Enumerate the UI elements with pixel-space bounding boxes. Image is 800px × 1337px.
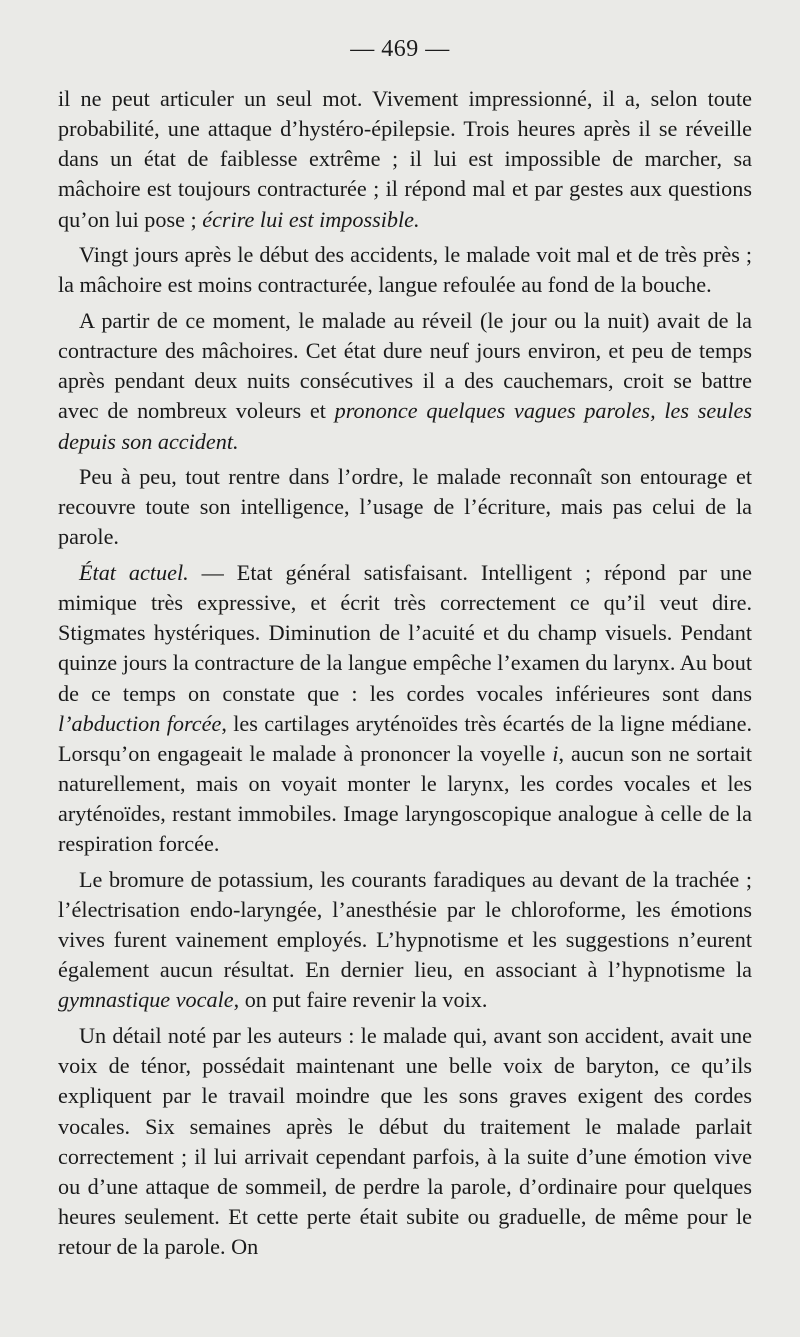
italic-text: écrire lui est impossible. [202, 206, 420, 232]
paragraph [58, 865, 752, 1016]
text-run: , les cartilages aryténoïdes très écartés de la ligne médiane. Lorsqu’on engageait le malade à prononcer la voyelle [58, 710, 752, 766]
text-run: il ne peut articuler un seul mot. Vivement impressionné, il a, selon toute probabilité, une attaque d’hystéro-épilepsie. Trois heures après il se réveille dans un état de faiblesse extrême ; il lui est impossible de marcher, sa mâchoire est toujours contracturée ; il répond mal et par gestes aux questions qu’on lui pose ; [58, 86, 752, 232]
paragraph [58, 462, 752, 552]
paragraph [58, 306, 752, 457]
text-run: Peu à peu, tout rentre dans l’ordre, le malade reconnaît son entourage et recouvre toute son intelligence, l’usage de l’écriture, mais pas celui de la parole. [58, 464, 752, 550]
text-run: A partir de ce moment, le malade au réveil (le jour ou la nuit) avait de la contracture des mâchoires. Cet état dure neuf jours environ, et peu de temps après pendant deux nuits consécutives il a des cauchemars, croit se battre avec de nombreux voleurs et [58, 307, 752, 424]
text-run: Le bromure de potassium, les courants faradiques au devant de la trachée ; l’électrisation endo-laryngée, l’anesthésie par le chloroforme, les émotions vives furent vainement employés. L’hypnotisme et les suggestions n’eurent également aucun résultat. En dernier lieu, en associant à l’hypnotisme la [58, 866, 752, 983]
text-run: Un détail noté par les auteurs : le malade qui, avant son accident, avait une voix de ténor, possédait maintenant une belle voix de baryton, ce qu’ils expliquent par le travail moindre que les sons graves exigent des cordes vocales. Six semaines après le début du traitement le malade parlait correctement ; il lui arrivait cependant parfois, à la suite d’une émotion vive ou d’une attaque de sommeil, de perdre la parole, d’ordinaire pour quelques heures seulement. Et cette perte était subite ou graduelle, de même pour le retour de la parole. On [58, 1023, 752, 1260]
paragraph [58, 84, 752, 235]
text-run: Vingt jours après le début des accidents, le malade voit mal et de très près ; la mâchoire est moins contracturée, langue refoulée au fond de la bouche. [58, 242, 752, 298]
italic-text: gymnastique vocale [58, 987, 234, 1013]
body-text [58, 84, 752, 1268]
paragraph [58, 1021, 752, 1262]
text-run: — Etat général satisfaisant. Intelligent ; répond par une mimique très expressive, et écrit très correctement ce qu’il veut dire. Stigmates hystériques. Diminution de l’acuité et du champ visuels. Pendant quinze jours la contracture de la langue empêche l’examen du larynx. Au bout de ce temps on constate que : les cordes vocales inférieures sont dans [58, 559, 752, 706]
paragraph [58, 240, 752, 300]
text-run: , aucun son ne sortait naturellement, mais on voyait monter le larynx, les cordes vocales et les aryténoïdes, restant immobiles. Image laryngoscopique analogue à celle de la respiration forcée. [58, 740, 753, 857]
italic-text: i [552, 740, 559, 766]
paragraph [58, 558, 752, 860]
italic-text: État actuel. [79, 559, 189, 585]
page-number: — 469 — [350, 36, 450, 62]
text-run: , on put faire revenir la voix. [233, 987, 488, 1013]
italic-text: prononce quelques vagues paroles, les seules depuis son accident. [58, 398, 752, 454]
italic-text: l’abduction forcée [58, 710, 222, 736]
